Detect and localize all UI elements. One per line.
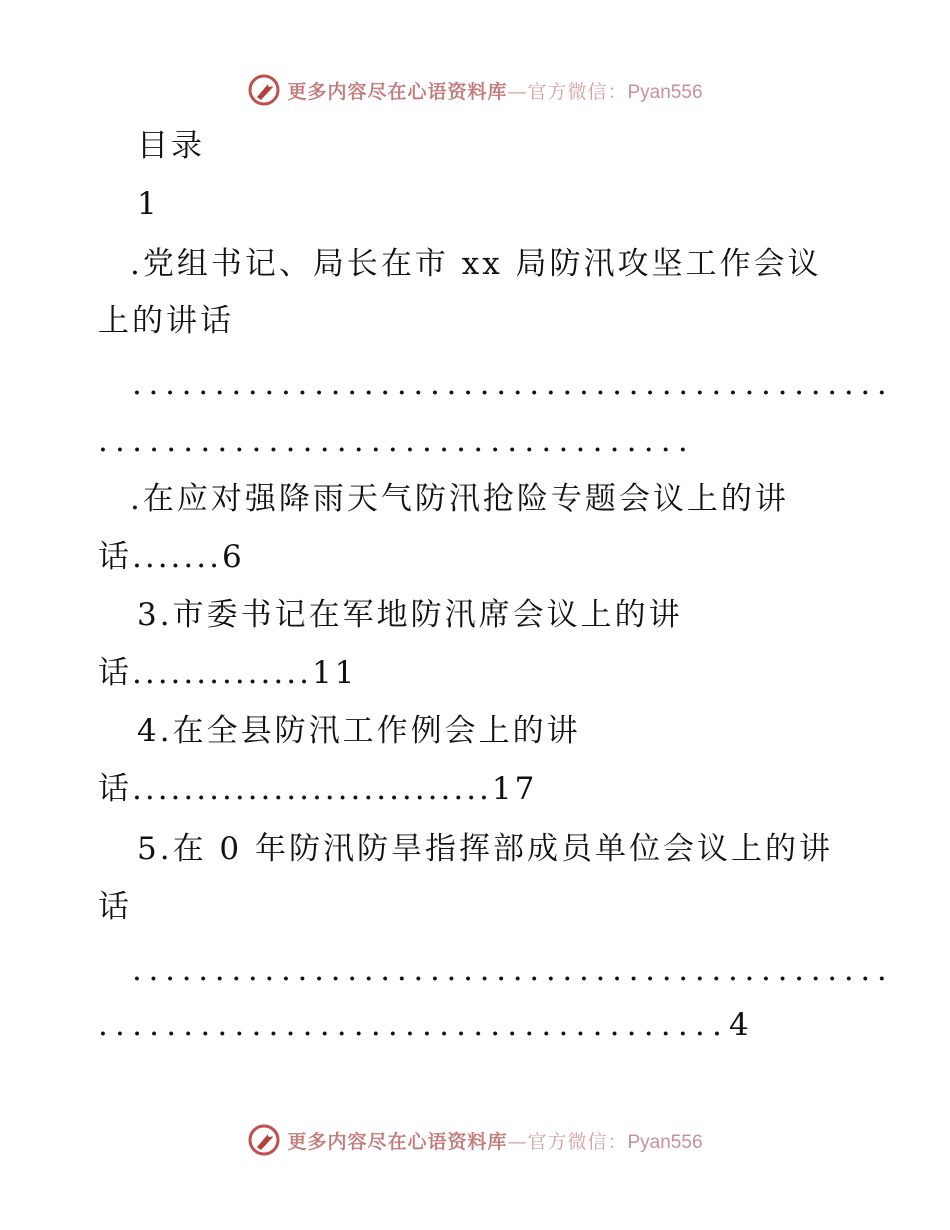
watermark-wechat-id: Pyan556: [627, 81, 703, 103]
watermark-separator: —: [507, 1130, 528, 1153]
watermark-text: [287, 1127, 702, 1154]
toc-line-11: 话............................17: [98, 771, 538, 807]
toc-line-6: .在应对强降雨天气防汛抢险专题会议上的讲: [130, 481, 789, 517]
toc-leader-dots-1: ..............................................: [132, 366, 894, 402]
toc-line-3: 上的讲话: [98, 303, 234, 339]
watermark-official: 官方微信：: [527, 80, 628, 103]
toc-line-7: 话.......6: [98, 539, 245, 575]
toc-leader-dots-2: ...................................: [98, 423, 695, 459]
watermark-separator: —: [507, 80, 528, 103]
toc-title: 目录: [137, 128, 205, 164]
watermark-official: 官方微信：: [527, 1130, 628, 1153]
toc-line-9: 话..............11: [98, 655, 358, 691]
toc-line-12: 5.在 0 年防汛防旱指挥部成员单位会议上的讲: [137, 831, 834, 867]
toc-leader-dots-3: ..............................................: [132, 952, 894, 988]
watermark-brand: 更多内容尽在心语资料库: [287, 1130, 508, 1153]
toc-line-13: 话: [98, 889, 132, 925]
toc-line-1: 1: [137, 186, 160, 222]
toc-line-10: 4.在全县防汛工作例会上的讲: [137, 713, 581, 749]
pen-nib-logo-icon: [247, 1123, 281, 1157]
toc-leader-dots-4: .....................................4: [98, 1007, 756, 1043]
watermark-wechat-id: Pyan556: [627, 1131, 703, 1153]
watermark-footer: [0, 1120, 950, 1160]
toc-line-8: 3.市委书记在军地防汛席会议上的讲: [137, 597, 683, 633]
toc-line-2: .党组书记、局长在市 xx 局防汛攻坚工作会议: [130, 246, 822, 282]
watermark-brand: 更多内容尽在心语资料库: [287, 80, 508, 103]
